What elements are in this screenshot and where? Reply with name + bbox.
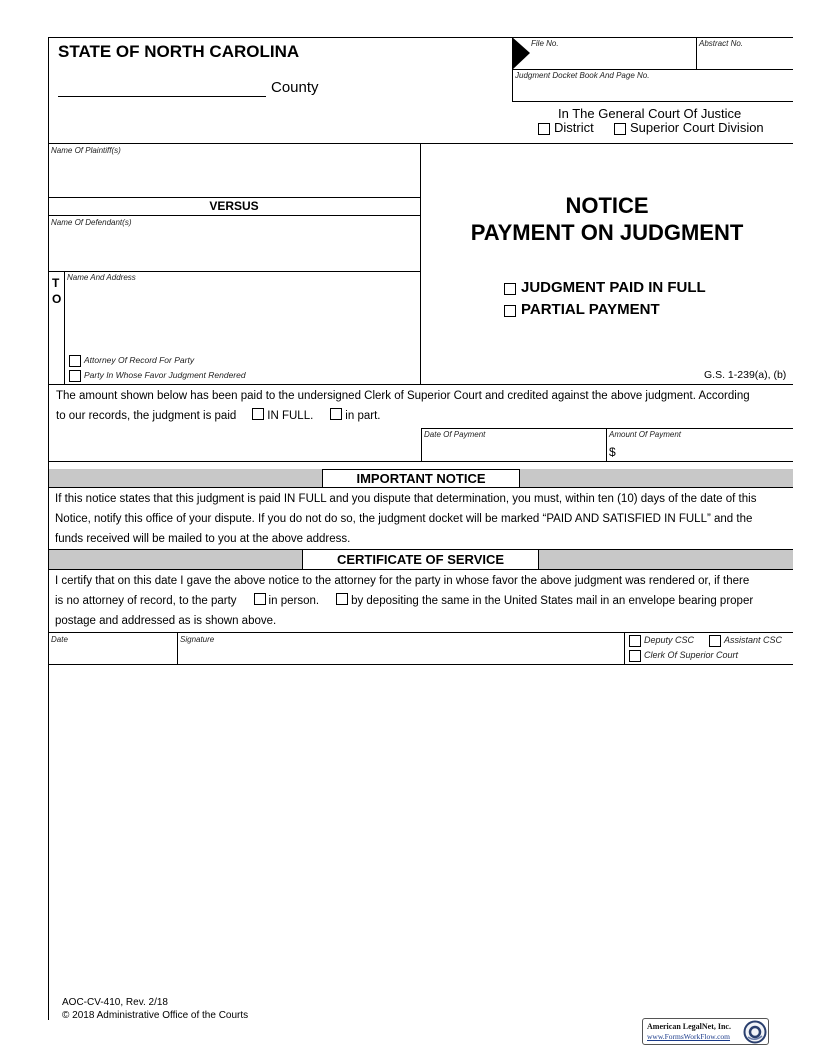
county-line[interactable] — [58, 96, 266, 97]
date-divider — [177, 632, 178, 664]
signature-label[interactable]: Signature — [180, 635, 215, 644]
in-full-label: IN FULL. — [267, 410, 314, 422]
important-notice-text — [55, 489, 793, 549]
attorney-option-label: Attorney Of Record For Party — [84, 355, 195, 365]
to-letter-t: T — [52, 276, 60, 290]
certificate-line2-text: is no attorney of record, to the party — [55, 595, 237, 607]
important-notice-title: IMPORTANT NOTICE — [322, 469, 520, 488]
certificate-line3: postage and addressed as is shown above. — [55, 615, 277, 627]
clerk-checkbox[interactable] — [629, 650, 641, 662]
parties-bottom-line — [48, 384, 793, 385]
superior-label: Superior Court Division — [630, 120, 764, 135]
signature-row-top — [48, 632, 793, 633]
docket-label: Judgment Docket Book And Page No. — [515, 71, 650, 80]
important-notice-line3: funds received will be mailed to you at the above address. — [55, 533, 351, 545]
in-part-label: in part. — [345, 410, 381, 422]
globe-icon — [743, 1020, 767, 1044]
currency-symbol: $ — [609, 445, 616, 459]
assistant-csc-checkbox[interactable] — [709, 635, 721, 647]
payment-statement-line2 — [56, 406, 793, 426]
defendant-bottom-line — [48, 271, 420, 272]
payment-statement-text: to our records, the judgment is paid — [56, 410, 237, 422]
important-notice-bar-bottom — [48, 487, 793, 488]
payment-statement-line1: The amount shown below has been paid to the undersigned Clerk of Superior Court and credited against the above judgment. According — [56, 390, 750, 402]
party-option-label: Party In Whose Favor Judgment Rendered — [84, 370, 246, 380]
county-label: County — [271, 79, 319, 96]
logo-name: American LegalNet, Inc. — [647, 1022, 731, 1031]
important-notice-line1: If this notice states that this judgment is paid IN FULL and you dispute that determination, you must, within ten (10) days of the date of this — [55, 493, 757, 505]
deputy-csc-label: Deputy CSC — [644, 635, 695, 645]
signature-row-bottom — [48, 664, 793, 665]
paid-in-full-checkbox[interactable] — [504, 283, 516, 295]
party-checkbox[interactable] — [69, 370, 81, 382]
certificate-date-label[interactable]: Date — [51, 635, 68, 644]
in-full-checkbox[interactable] — [252, 408, 264, 420]
parties-vertical-divider — [420, 143, 421, 384]
partial-payment-checkbox[interactable] — [504, 305, 516, 317]
filebox-mid — [512, 69, 793, 70]
partial-payment-label: PARTIAL PAYMENT — [521, 301, 660, 318]
form-number: AOC-CV-410, Rev. 2/18 — [62, 997, 168, 1008]
paid-in-full-label: JUDGMENT PAID IN FULL — [521, 279, 706, 296]
certificate-text — [55, 571, 793, 631]
clerk-label: Clerk Of Superior Court — [644, 650, 739, 660]
file-no-label: File No. — [531, 39, 559, 48]
by-mail-label: by depositing the same in the United States mail in an envelope bearing proper — [351, 595, 754, 607]
copyright: © 2018 Administrative Office of the Courts — [62, 1010, 249, 1021]
certificate-line2 — [55, 591, 793, 611]
filebox-top — [512, 37, 793, 38]
corner-arrow-icon — [512, 37, 532, 71]
district-checkbox[interactable] — [538, 123, 550, 135]
certificate-title: CERTIFICATE OF SERVICE — [302, 549, 539, 570]
superior-checkbox[interactable] — [614, 123, 626, 135]
deputy-csc-checkbox[interactable] — [629, 635, 641, 647]
important-notice-line2: Notice, notify this office of your dispute. If you do not do so, the judgment docket will be marked “PAID AND SATISFIED IN FULL” and the — [55, 513, 753, 525]
filebox-bottom — [512, 101, 793, 102]
in-part-checkbox[interactable] — [330, 408, 342, 420]
in-person-checkbox[interactable] — [254, 593, 266, 605]
payment-title: PAYMENT ON JUDGMENT — [470, 220, 744, 245]
court-title: In The General Court Of Justice — [558, 106, 742, 121]
attorney-checkbox[interactable] — [69, 355, 81, 367]
legalnet-logo[interactable] — [642, 1018, 769, 1045]
signature-divider — [624, 632, 625, 664]
name-address-label: Name And Address — [67, 273, 136, 282]
amount-of-payment-label[interactable]: Amount Of Payment — [609, 430, 682, 439]
abstract-no-label: Abstract No. — [699, 39, 744, 48]
versus-label: VERSUS — [209, 199, 259, 213]
notice-title: NOTICE — [565, 193, 649, 218]
form-left-border — [48, 37, 49, 1020]
payment-box-left — [421, 428, 422, 461]
certificate-bar-bottom — [48, 569, 793, 570]
payment-statement — [56, 386, 793, 426]
payment-box-top — [421, 428, 793, 429]
payment-box-divider — [606, 428, 607, 461]
assistant-csc-label: Assistant CSC — [724, 635, 783, 645]
statute-reference: G.S. 1-239(a), (b) — [704, 369, 787, 381]
versus-bottom-line — [48, 215, 420, 216]
plaintiff-label: Name Of Plaintiff(s) — [51, 146, 121, 155]
district-label: District — [554, 120, 594, 135]
filebox-divider — [696, 37, 697, 70]
to-letter-o: O — [52, 292, 62, 306]
logo-url: www.FormsWorkFlow.com — [647, 1032, 731, 1041]
payment-section-bottom — [48, 461, 793, 462]
state-title: STATE OF NORTH CAROLINA — [58, 42, 300, 61]
versus-top-line — [48, 197, 420, 198]
date-of-payment-label[interactable]: Date Of Payment — [424, 430, 486, 439]
defendant-label: Name Of Defendant(s) — [51, 218, 132, 227]
certificate-line1: I certify that on this date I gave the above notice to the attorney for the party in whose favor the above judgment was rendered or, if there — [55, 575, 750, 587]
in-person-label: in person. — [268, 595, 320, 607]
form-top-border — [48, 37, 512, 38]
by-mail-checkbox[interactable] — [336, 593, 348, 605]
to-column-divider — [64, 271, 65, 384]
